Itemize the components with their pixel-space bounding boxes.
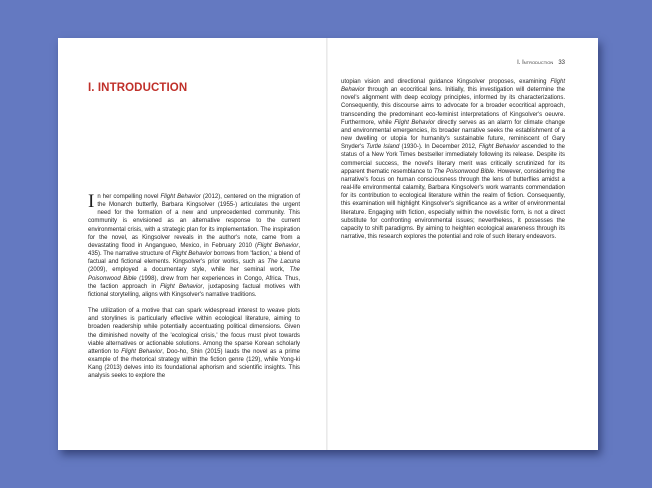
italic-title: Flight Behavior	[160, 283, 203, 290]
paragraph-2	[88, 307, 300, 380]
text-span: (2012), centered on the migration of the Monarch butterfly, Barbara Kingsolver (1955-) articulates the urgent need for the formation of a new and unprecedented community. This community is envisioned as an alternative response to the current environmental crisis, with a strategic plan for its implementation. The inspiration for the novel, as Kingsolver reveals in the author's note, came from a devastating flood in Angangueo, Mexico, in February 2010 (	[88, 194, 300, 249]
chapter-title: I. INTRODUCTION	[88, 82, 188, 94]
right-body-text	[341, 78, 565, 241]
text-span: (1930-). In December 2012,	[399, 144, 479, 151]
italic-title: Flight Behavior	[121, 348, 163, 355]
right-page	[328, 38, 598, 450]
text-span: , juxtaposing factual motives with fictional storytelling, aligns with Kingsolver's narrative traditions.	[88, 283, 300, 298]
left-page	[58, 38, 326, 450]
page-number: 33	[558, 60, 565, 66]
text-span: utopian vision and directional guidance Kingsolver proposes, examining	[341, 79, 551, 85]
text-span: ascended to the status of a New York Times bestseller immediately following its release. Despite its commercial success, the novel's literary merit was critically scrutinized for its apparent thematic resemblance to	[341, 144, 566, 175]
italic-title: The Poisonwood Bible	[433, 168, 494, 175]
italic-title: Flight Behavior	[160, 194, 201, 200]
italic-title: Turtle Island	[366, 144, 400, 151]
italic-title: Flight Behavior	[394, 119, 436, 126]
italic-title: Flight Behavior	[171, 251, 212, 258]
italic-title: Flight Behavior	[256, 242, 299, 249]
paragraph-3	[341, 78, 565, 241]
text-span: through an ecocritical lens. Initially, this investigation will determine the novel's alignment with deep ecology principles, informed by its characterizations. Consequently, this discourse aims to advocate for a broader ecocritical approach, transcending the predominant eco-feminist interpretations of Kingsolver's oeuvre. Furthermore, while	[341, 87, 565, 126]
text-span: The utilization of a motive that can spark widespread interest to weave plots and storylines is particularly effective within ecological literature, aiming to broaden readership while potentially accentuating political dimensions. Given the diminished novelty of the 'ecological crisis,' the focus must pivot towards viable alternatives or actionable solutions. Among the sparse Korean scholarly attention to	[88, 308, 300, 355]
text-span: . However, considering the narrative's focus on human consciousness through the lens of butterflies amidst a real-life environmental calamity, Barbara Kingsolver's work warrants commendation for its contribution to ecological literature within the realm of fiction. Consequently, this examination will highlight Kingsolver's significance as a writer of environmental literature. Engaging with fiction, especially within the novelistic form, is not a direct substitute for confronting environmental issues; nevertheless, it possesses the capacity to shift paradigms. By aiming to heighten ecological awareness through its narrative, this research explores the potential and role of such literary endeavors.	[341, 168, 565, 240]
text-span: directly serves as an alarm for climate change and environmental emergencies, its broader narrative seeks the establishment of a new dwelling or utopia for humanity's sustainable future, reminiscent of Gary Snyder's	[341, 119, 566, 151]
drop-cap: I	[88, 191, 95, 212]
left-body-text	[88, 193, 300, 380]
italic-title: The Poisonwood Bible	[88, 267, 300, 282]
italic-title: The Lacuna	[267, 259, 300, 266]
text-span: (2009), employed a documentary style, while her seminal work,	[88, 267, 290, 274]
paragraph-1	[88, 193, 300, 299]
italic-title: Flight Behavior	[341, 79, 565, 94]
running-head	[517, 60, 565, 66]
book-spread	[58, 38, 598, 450]
text-span: , Doo-ho, Shin (2015) lauds the novel as a prime example of the rhetorical strategy within the fiction genre (129), while Yong-ki Kang (2013) delves into its foundational aphorism and scientific insights. This analysis seeks to explore the	[88, 348, 300, 380]
italic-title: Flight Behavior	[478, 144, 520, 151]
text-span: borrows from 'faction,' a blend of factual and fictional elements. Kingsolver's prior works, such as	[88, 251, 300, 266]
text-span: (1998), drew from her experiences in Congo, Africa. Thus, the faction approach in	[88, 275, 300, 290]
text-span: , 435). The narrative structure of	[88, 242, 300, 258]
running-head-title: I. Introduction	[517, 60, 554, 66]
text-span: n her compelling novel	[97, 194, 161, 200]
